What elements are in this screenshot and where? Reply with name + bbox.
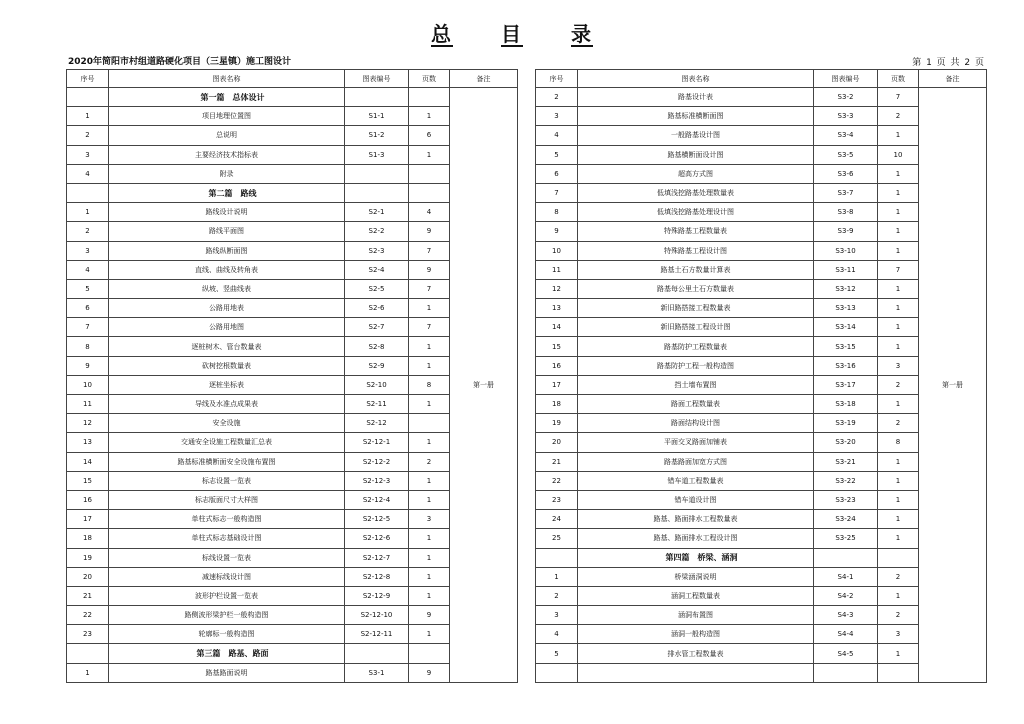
row-number: 4 <box>67 260 109 279</box>
row-pages: 7 <box>878 260 919 279</box>
row-number: 7 <box>67 318 109 337</box>
row-code: S2-2 <box>345 222 409 241</box>
row-name: 路线平面图 <box>109 222 345 241</box>
row-pages: 6 <box>409 126 450 145</box>
row-name: 低填浅挖路基处理数量表 <box>578 183 814 202</box>
row-name: 路基标准横断面图 <box>578 107 814 126</box>
row-number: 11 <box>67 395 109 414</box>
row-name: 路线设计说明 <box>109 203 345 222</box>
row-number: 12 <box>536 279 578 298</box>
row-name: 超高方式图 <box>578 164 814 183</box>
row-name: 路面结构设计图 <box>578 414 814 433</box>
row-name: 砍树挖根数量表 <box>109 356 345 375</box>
row-code: S3-6 <box>814 164 878 183</box>
table-header-row <box>536 70 987 88</box>
row-number: 1 <box>536 567 578 586</box>
row-number: 23 <box>536 490 578 509</box>
row-code: S2-5 <box>345 279 409 298</box>
row-number: 3 <box>536 606 578 625</box>
row-number: 24 <box>536 510 578 529</box>
row-pages: 2 <box>878 606 919 625</box>
row-number: 1 <box>67 107 109 126</box>
row-code: S3-17 <box>814 375 878 394</box>
row-code: S3-3 <box>814 107 878 126</box>
row-pages: 2 <box>878 375 919 394</box>
row-number: 2 <box>67 126 109 145</box>
row-code: S2-11 <box>345 395 409 414</box>
row-name: 涵洞工程数量表 <box>578 586 814 605</box>
table-row <box>536 88 987 107</box>
row-code: S3-10 <box>814 241 878 260</box>
row-pages: 1 <box>409 107 450 126</box>
row-pages: 3 <box>878 625 919 644</box>
row-pages <box>878 548 919 567</box>
row-code: S3-16 <box>814 356 878 375</box>
row-pages: 1 <box>409 299 450 318</box>
header-pages: 页数 <box>878 70 919 88</box>
row-pages: 1 <box>878 241 919 260</box>
row-number: 22 <box>536 471 578 490</box>
row-name: 涵洞布置图 <box>578 606 814 625</box>
title-char: 目 <box>501 22 523 46</box>
row-number: 10 <box>67 375 109 394</box>
row-pages: 2 <box>878 107 919 126</box>
row-number: 19 <box>536 414 578 433</box>
row-number: 20 <box>536 433 578 452</box>
row-code: S3-15 <box>814 337 878 356</box>
row-name: 纵坡、竖曲线表 <box>109 279 345 298</box>
row-name: 路基设计表 <box>578 88 814 107</box>
row-code: S2-12-9 <box>345 586 409 605</box>
row-code: S3-19 <box>814 414 878 433</box>
row-name: 总说明 <box>109 126 345 145</box>
row-pages: 1 <box>409 548 450 567</box>
row-number: 19 <box>67 548 109 567</box>
header-no: 序号 <box>536 70 578 88</box>
row-number: 17 <box>536 375 578 394</box>
row-name: 特殊路基工程数量表 <box>578 222 814 241</box>
row-pages: 8 <box>878 433 919 452</box>
row-code: S2-12-7 <box>345 548 409 567</box>
toc-table-right <box>535 69 987 683</box>
remark-volume: 第一册 <box>919 88 987 683</box>
row-pages: 4 <box>409 203 450 222</box>
row-pages: 1 <box>878 644 919 663</box>
row-code: S3-25 <box>814 529 878 548</box>
row-code: S2-3 <box>345 241 409 260</box>
row-number: 17 <box>67 510 109 529</box>
row-pages: 9 <box>409 222 450 241</box>
row-pages: 1 <box>409 586 450 605</box>
row-number: 20 <box>67 567 109 586</box>
row-code: S1-2 <box>345 126 409 145</box>
row-name: 减速标线设计图 <box>109 567 345 586</box>
row-number: 4 <box>536 126 578 145</box>
row-pages: 1 <box>409 145 450 164</box>
row-pages: 9 <box>409 606 450 625</box>
row-code: S2-12-1 <box>345 433 409 452</box>
header-remark: 备注 <box>919 70 987 88</box>
header-code: 图表编号 <box>814 70 878 88</box>
row-number: 5 <box>536 644 578 663</box>
row-code: S1-3 <box>345 145 409 164</box>
header-name: 图表名称 <box>109 70 345 88</box>
row-number: 6 <box>67 299 109 318</box>
row-name: 逐桩坐标表 <box>109 375 345 394</box>
row-name: 路基路面说明 <box>109 663 345 682</box>
row-pages <box>878 663 919 682</box>
row-pages: 1 <box>878 279 919 298</box>
row-code: S3-13 <box>814 299 878 318</box>
row-code: S2-12-8 <box>345 567 409 586</box>
row-code <box>814 548 878 567</box>
page-info: 第 1 页 共 2 页 <box>912 58 984 68</box>
row-name: 路基防护工程一般构造图 <box>578 356 814 375</box>
row-number <box>536 663 578 682</box>
row-code: S3-11 <box>814 260 878 279</box>
row-code: S3-9 <box>814 222 878 241</box>
row-name: 单柱式标志基础设计图 <box>109 529 345 548</box>
row-code: S3-18 <box>814 395 878 414</box>
row-name: 主要经济技术指标表 <box>109 145 345 164</box>
row-number <box>67 644 109 663</box>
row-code: S2-12-11 <box>345 625 409 644</box>
row-number: 8 <box>67 337 109 356</box>
row-code: S2-1 <box>345 203 409 222</box>
row-pages: 3 <box>409 510 450 529</box>
row-name: 第四篇 桥梁、涵洞 <box>578 548 814 567</box>
row-name: 一般路基设计图 <box>578 126 814 145</box>
row-number: 6 <box>536 164 578 183</box>
row-pages: 1 <box>878 126 919 145</box>
row-pages: 1 <box>409 529 450 548</box>
row-name: 特殊路基工程设计图 <box>578 241 814 260</box>
row-name: 公路用地表 <box>109 299 345 318</box>
row-code: S2-12-3 <box>345 471 409 490</box>
row-name: 桥梁涵洞说明 <box>578 567 814 586</box>
row-number: 7 <box>536 183 578 202</box>
row-pages: 7 <box>878 88 919 107</box>
row-number: 13 <box>67 433 109 452</box>
row-number: 4 <box>67 164 109 183</box>
row-pages: 1 <box>878 452 919 471</box>
row-name: 交通安全设施工程数量汇总表 <box>109 433 345 452</box>
row-name: 路基、路面排水工程数量表 <box>578 510 814 529</box>
row-number: 5 <box>536 145 578 164</box>
row-number: 14 <box>536 318 578 337</box>
row-pages <box>409 88 450 107</box>
row-number: 3 <box>67 241 109 260</box>
row-name: 导线及水准点成果表 <box>109 395 345 414</box>
row-number: 1 <box>67 663 109 682</box>
row-code: S4-1 <box>814 567 878 586</box>
row-number: 21 <box>67 586 109 605</box>
row-name: 公路用地图 <box>109 318 345 337</box>
row-pages: 1 <box>878 164 919 183</box>
row-code: S4-3 <box>814 606 878 625</box>
row-code: S2-4 <box>345 260 409 279</box>
row-name: 直线、曲线及转角表 <box>109 260 345 279</box>
row-name: 安全设施 <box>109 414 345 433</box>
row-name: 第一篇 总体设计 <box>109 88 345 107</box>
row-pages: 7 <box>409 241 450 260</box>
row-number: 8 <box>536 203 578 222</box>
row-code: S3-5 <box>814 145 878 164</box>
row-pages: 1 <box>878 471 919 490</box>
row-code: S2-10 <box>345 375 409 394</box>
row-name: 路基防护工程数量表 <box>578 337 814 356</box>
row-code <box>345 164 409 183</box>
row-code: S2-12-6 <box>345 529 409 548</box>
row-code <box>345 644 409 663</box>
row-code <box>345 183 409 202</box>
row-name: 第三篇 路基、路面 <box>109 644 345 663</box>
row-name: 波形护栏设置一览表 <box>109 586 345 605</box>
row-code: S3-12 <box>814 279 878 298</box>
row-code: S2-8 <box>345 337 409 356</box>
row-name: 错车道工程数量表 <box>578 471 814 490</box>
row-pages: 2 <box>878 567 919 586</box>
row-pages: 1 <box>878 299 919 318</box>
row-number: 18 <box>67 529 109 548</box>
project-name: 2020年简阳市村组道路硬化项目（三星镇）施工图设计 <box>68 57 292 67</box>
row-name: 附录 <box>109 164 345 183</box>
toc-table-left <box>66 69 518 683</box>
row-number: 15 <box>67 471 109 490</box>
row-pages: 9 <box>409 663 450 682</box>
row-name: 平面交叉路面加铺表 <box>578 433 814 452</box>
row-name: 标志版面尺寸大样图 <box>109 490 345 509</box>
row-code: S3-22 <box>814 471 878 490</box>
row-number: 16 <box>67 490 109 509</box>
row-pages <box>409 414 450 433</box>
row-pages: 8 <box>409 375 450 394</box>
row-pages: 1 <box>878 490 919 509</box>
row-code: S4-5 <box>814 644 878 663</box>
row-name: 路基、路面排水工程设计图 <box>578 529 814 548</box>
row-code: S4-2 <box>814 586 878 605</box>
row-pages: 1 <box>878 529 919 548</box>
row-code: S3-20 <box>814 433 878 452</box>
row-code: S2-12-4 <box>345 490 409 509</box>
row-name: 路基横断面设计图 <box>578 145 814 164</box>
row-pages: 1 <box>409 490 450 509</box>
row-number <box>67 183 109 202</box>
row-code: S3-8 <box>814 203 878 222</box>
row-number: 1 <box>67 203 109 222</box>
row-number: 2 <box>536 88 578 107</box>
row-code: S3-4 <box>814 126 878 145</box>
row-number: 10 <box>536 241 578 260</box>
row-name: 路面工程数量表 <box>578 395 814 414</box>
row-pages: 1 <box>878 586 919 605</box>
row-name: 路线纵断面图 <box>109 241 345 260</box>
row-name: 路侧波形梁护栏一般构造图 <box>109 606 345 625</box>
row-name: 项目地理位置图 <box>109 107 345 126</box>
header-no: 序号 <box>67 70 109 88</box>
row-number <box>67 88 109 107</box>
title-char: 录 <box>571 22 593 46</box>
row-pages: 9 <box>409 260 450 279</box>
row-name <box>578 663 814 682</box>
row-pages: 1 <box>409 567 450 586</box>
row-number: 14 <box>67 452 109 471</box>
row-code: S3-14 <box>814 318 878 337</box>
row-name: 错车道设计图 <box>578 490 814 509</box>
row-name: 路基每公里土石方数量表 <box>578 279 814 298</box>
row-number: 2 <box>536 586 578 605</box>
row-name: 标志设置一览表 <box>109 471 345 490</box>
row-pages: 1 <box>878 510 919 529</box>
row-number: 9 <box>67 356 109 375</box>
row-number: 3 <box>67 145 109 164</box>
row-pages: 1 <box>409 625 450 644</box>
row-pages <box>409 183 450 202</box>
row-code: S2-12-5 <box>345 510 409 529</box>
row-name: 单柱式标志一般构造图 <box>109 510 345 529</box>
row-pages: 1 <box>878 183 919 202</box>
row-code: S1-1 <box>345 107 409 126</box>
row-name: 挡土墙布置图 <box>578 375 814 394</box>
row-number: 9 <box>536 222 578 241</box>
row-code: S2-6 <box>345 299 409 318</box>
row-pages: 3 <box>878 356 919 375</box>
row-number: 5 <box>67 279 109 298</box>
row-pages <box>409 644 450 663</box>
row-pages: 1 <box>409 433 450 452</box>
row-code <box>814 663 878 682</box>
row-number: 15 <box>536 337 578 356</box>
row-code: S3-24 <box>814 510 878 529</box>
row-pages: 1 <box>878 222 919 241</box>
remark-volume: 第一册 <box>450 88 518 683</box>
row-number: 23 <box>67 625 109 644</box>
row-number: 3 <box>536 107 578 126</box>
row-pages: 2 <box>878 414 919 433</box>
row-number: 13 <box>536 299 578 318</box>
row-code: S2-9 <box>345 356 409 375</box>
row-name: 路基标准横断面安全设施布置图 <box>109 452 345 471</box>
row-number: 18 <box>536 395 578 414</box>
document-title <box>0 22 1024 47</box>
header-code: 图表编号 <box>345 70 409 88</box>
row-pages: 1 <box>409 337 450 356</box>
header-pages: 页数 <box>409 70 450 88</box>
row-number: 4 <box>536 625 578 644</box>
row-pages: 1 <box>409 395 450 414</box>
row-code: S4-4 <box>814 625 878 644</box>
row-code: S2-12-10 <box>345 606 409 625</box>
row-code: S3-1 <box>345 663 409 682</box>
row-code: S3-23 <box>814 490 878 509</box>
row-number: 21 <box>536 452 578 471</box>
row-name: 新旧路搭接工程设计图 <box>578 318 814 337</box>
row-code: S2-12 <box>345 414 409 433</box>
row-code: S3-21 <box>814 452 878 471</box>
row-pages: 7 <box>409 318 450 337</box>
row-number <box>536 548 578 567</box>
row-pages: 1 <box>409 471 450 490</box>
row-code <box>345 88 409 107</box>
row-pages: 1 <box>878 318 919 337</box>
row-number: 22 <box>67 606 109 625</box>
row-pages <box>409 164 450 183</box>
row-code: S3-7 <box>814 183 878 202</box>
row-name: 路基土石方数量计算表 <box>578 260 814 279</box>
row-name: 逐桩树木、管台数量表 <box>109 337 345 356</box>
row-pages: 2 <box>409 452 450 471</box>
table-header-row <box>67 70 518 88</box>
row-name: 新旧路搭接工程数量表 <box>578 299 814 318</box>
row-name: 低填浅挖路基处理设计图 <box>578 203 814 222</box>
row-number: 2 <box>67 222 109 241</box>
row-code: S3-2 <box>814 88 878 107</box>
row-pages: 1 <box>878 203 919 222</box>
header-remark: 备注 <box>450 70 518 88</box>
row-pages: 1 <box>878 337 919 356</box>
header-name: 图表名称 <box>578 70 814 88</box>
title-char: 总 <box>431 22 453 46</box>
row-number: 11 <box>536 260 578 279</box>
row-name: 标线设置一览表 <box>109 548 345 567</box>
row-pages: 1 <box>878 395 919 414</box>
row-pages: 7 <box>409 279 450 298</box>
row-code: S2-7 <box>345 318 409 337</box>
row-pages: 1 <box>409 356 450 375</box>
row-name: 排水管工程数量表 <box>578 644 814 663</box>
row-name: 涵洞一般构造图 <box>578 625 814 644</box>
row-number: 12 <box>67 414 109 433</box>
row-name: 第二篇 路线 <box>109 183 345 202</box>
row-name: 路基路面加宽方式图 <box>578 452 814 471</box>
section-row <box>67 88 518 107</box>
row-number: 16 <box>536 356 578 375</box>
row-name: 轮廓标一般构造图 <box>109 625 345 644</box>
row-code: S2-12-2 <box>345 452 409 471</box>
row-number: 25 <box>536 529 578 548</box>
row-pages: 10 <box>878 145 919 164</box>
